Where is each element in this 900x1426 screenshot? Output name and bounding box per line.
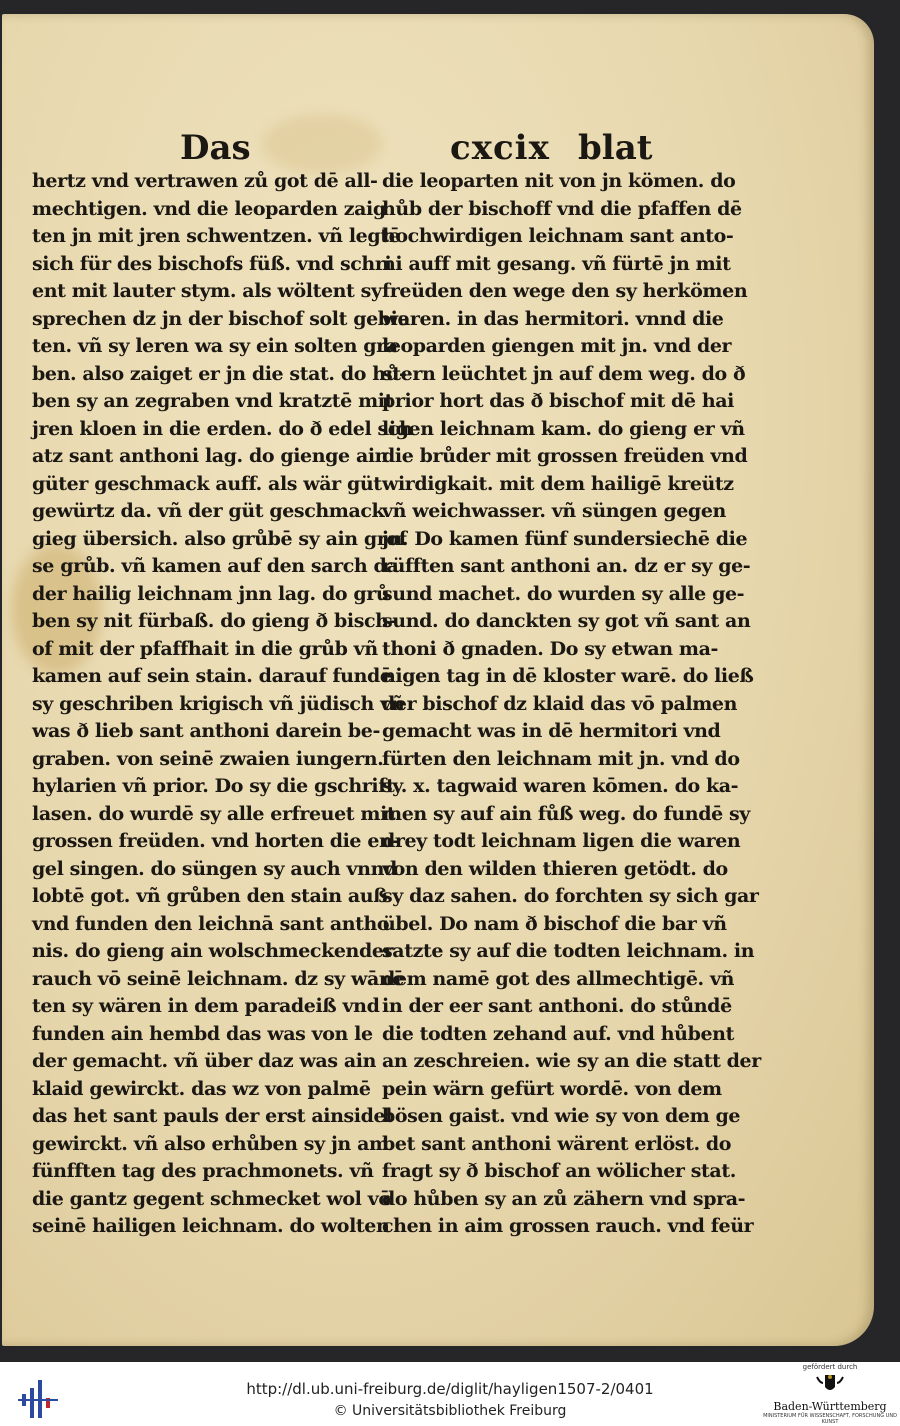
text-line: jren kloen in die erden. do ð edel sch bbox=[32, 417, 413, 440]
text-line: ben. also zaiget er jn die stat. do hů- bbox=[32, 362, 407, 385]
text-line: sy geschriben krigisch vñ jüdisch vñ bbox=[32, 692, 405, 715]
text-line: klaid gewirckt. das wz von palmē bbox=[32, 1077, 371, 1100]
text-line: thoni ð gnaden. Do sy etwan ma- bbox=[382, 637, 719, 660]
text-line: was ð lieb sant anthoni darein be- bbox=[32, 720, 380, 742]
text-line: ben sy nit fürbaß. do gieng ð bisch- bbox=[32, 610, 397, 632]
text-line: bet sant anthoni wärent erlöst. do bbox=[382, 1132, 732, 1155]
text-column-left bbox=[32, 168, 412, 1241]
header-left: Das bbox=[180, 128, 251, 168]
text-line: fünfften tag des prachmonets. vñ bbox=[32, 1160, 374, 1182]
text-line: sund. do danckten sy got vñ sant an bbox=[382, 610, 751, 632]
text-line: sich für des bischofs füß. vnd schri bbox=[32, 252, 392, 275]
text-line: ni auff mit gesang. vñ fürtē jn mit bbox=[382, 252, 731, 275]
text-line: hůb der bischoff vnd die pfaffen dē bbox=[382, 197, 742, 220]
text-line: kamen auf sein stain. darauf fundē bbox=[32, 665, 392, 687]
sponsor-subtitle: MINISTERIUM FÜR WISSENSCHAFT, FORSCHUNG UND KUNST bbox=[763, 1413, 897, 1425]
text-line: vnd funden den leichnā sant antho bbox=[32, 912, 390, 935]
text-line: funden ain hembd das was von le bbox=[32, 1022, 373, 1045]
text-line: jn. Do kamen fünf sundersiechē die bbox=[382, 527, 748, 550]
text-line: rüfften sant anthoni an. dz er sy ge- bbox=[382, 555, 751, 577]
text-line: graben. von seinē zwaien iungern. bbox=[32, 747, 384, 770]
text-line: das het sant pauls der erst ainsidel bbox=[32, 1105, 392, 1127]
text-line: rauch vō seinē leichnam. dz sy wānē bbox=[32, 967, 404, 990]
text-line: lasen. do wurdē sy alle erfreuet mit bbox=[32, 802, 396, 825]
text-column-right bbox=[382, 168, 761, 1241]
text-line: freüden den wege den sy herkömen bbox=[382, 280, 748, 302]
text-line: pein wärn gefürt wordē. von dem bbox=[382, 1077, 722, 1100]
text-line: hylarien vñ prior. Do sy die gschrift bbox=[32, 775, 395, 797]
text-line: satzte sy auf die todten leichnam. in bbox=[382, 940, 755, 962]
text-line: nis. do gieng ain wolschmeckender bbox=[32, 940, 394, 962]
text-line: die todten zehand auf. vnd hůbent bbox=[382, 1022, 734, 1045]
viewer-footer bbox=[0, 1362, 900, 1426]
sponsor-label: gefördert durch bbox=[802, 1363, 858, 1371]
text-line: ten sy wären in dem paradeiß vnd bbox=[32, 995, 380, 1017]
text-line: bösen gaist. vnd wie sy von dem ge bbox=[382, 1105, 741, 1127]
folio-number: cxcix bbox=[450, 128, 550, 168]
header-right: blat bbox=[578, 128, 653, 168]
state-crest-icon bbox=[813, 1373, 847, 1395]
text-line: wirdigkait. mit dem hailigē kreütz bbox=[382, 472, 734, 495]
page-stain bbox=[262, 114, 382, 174]
text-line: fragt sy ð bischof an wölicher stat. bbox=[382, 1160, 736, 1182]
text-line: do hůben sy an zů zähern vnd spra- bbox=[382, 1187, 746, 1210]
text-line: sprechen dz jn der bischof solt gebie bbox=[32, 307, 410, 330]
text-line: mechtigen. vnd die leoparden zaig bbox=[32, 197, 386, 220]
copyright-notice: © Universitätsbibliothek Freiburg bbox=[333, 1403, 567, 1419]
text-line: vñ weichwasser. vñ süngen gegen bbox=[382, 500, 726, 522]
text-line: of mit der pfaffhait in die grůb vñ bbox=[32, 637, 378, 660]
text-line: nigen tag in dē kloster warē. do ließ bbox=[382, 665, 754, 687]
text-line: sund machet. do wurden sy alle ge- bbox=[382, 582, 745, 605]
text-line: seinē hailigen leichnam. do wolten bbox=[32, 1215, 390, 1237]
text-line: ben sy an zegraben vnd kratztē mit bbox=[32, 390, 393, 412]
sponsor-block[interactable] bbox=[760, 1362, 900, 1426]
text-line: ent mit lauter stym. als wöltent sy bbox=[32, 280, 382, 302]
text-line: grossen freüden. vnd horten die en- bbox=[32, 830, 400, 852]
sponsor-name: Baden-Württemberg bbox=[773, 1400, 887, 1413]
text-line: atz sant anthoni lag. do gienge ain bbox=[32, 445, 389, 467]
text-line: se grůb. vñ kamen auf den sarch da bbox=[32, 555, 399, 577]
text-line: hertz vnd vertrawen zů got dē all- bbox=[32, 170, 378, 192]
text-line: gemacht was in dē hermitori vnd bbox=[382, 720, 721, 742]
text-line: chen in aim grossen rauch. vnd feür bbox=[382, 1215, 754, 1237]
text-line: leoparden giengen mit jn. vnd der bbox=[382, 335, 732, 357]
text-line: waren. in das hermitori. vnnd die bbox=[382, 307, 724, 330]
text-line: gel singen. do süngen sy auch vnnd bbox=[32, 857, 397, 880]
text-line: güter geschmack auff. als wär güt bbox=[32, 472, 382, 495]
text-line: gieg übersich. also grůbē sy ain grof bbox=[32, 527, 407, 550]
text-line: die brůder mit grossen freüden vnd bbox=[382, 445, 748, 467]
text-line: stern leüchtet jn auf dem weg. do ð bbox=[382, 362, 746, 385]
text-line: men sy auf ain fůß weg. do fundē sy bbox=[382, 802, 750, 825]
text-line: der bischof dz klaid das vō palmen bbox=[382, 692, 737, 715]
text-line: lobtē got. vñ grůben den stain auß bbox=[32, 885, 388, 907]
text-line: ten jn mit jren schwentzen. vñ legtē bbox=[32, 225, 401, 247]
text-line: prior hort das ð bischof mit dē hai bbox=[382, 390, 734, 412]
text-line: in der eer sant anthoni. do stůndē bbox=[382, 995, 732, 1017]
text-line: sy daz sahen. do forchten sy sich gar bbox=[382, 885, 759, 907]
text-line: der gemacht. vñ über daz was ain bbox=[32, 1050, 376, 1072]
text-line: der hailig leichnam jnn lag. do grů bbox=[32, 582, 390, 605]
text-line: fürten den leichnam mit jn. vnd do bbox=[382, 747, 740, 770]
text-line: hochwirdigen leichnam sant anto- bbox=[382, 225, 734, 247]
text-line: übel. Do nam ð bischof die bar vñ bbox=[382, 912, 727, 935]
text-line: dem namē got des allmechtigē. vñ bbox=[382, 967, 735, 990]
text-line: ligen leichnam kam. do gieng er vñ bbox=[382, 417, 745, 440]
text-line: gewürtz da. vñ der güt geschmack bbox=[32, 500, 385, 522]
text-line: ten. vñ sy leren wa sy ein solten gra bbox=[32, 335, 398, 357]
text-line: sy. x. tagwaid waren kōmen. do ka- bbox=[382, 775, 739, 797]
text-line: die gantz gegent schmecket wol vō bbox=[32, 1187, 391, 1210]
page-url[interactable]: http://dl.ub.uni-freiburg.de/diglit/hayligen1507-2/0401 bbox=[246, 1380, 654, 1398]
text-line: an zeschreien. wie sy an die statt der bbox=[382, 1050, 761, 1072]
text-line: gewirckt. vñ also erhůben sy jn am bbox=[32, 1132, 389, 1155]
text-line: von den wilden thieren getödt. do bbox=[382, 857, 728, 880]
text-line: drey todt leichnam ligen die waren bbox=[382, 830, 741, 852]
text-line: die leoparten nit von jn kömen. do bbox=[382, 170, 736, 192]
